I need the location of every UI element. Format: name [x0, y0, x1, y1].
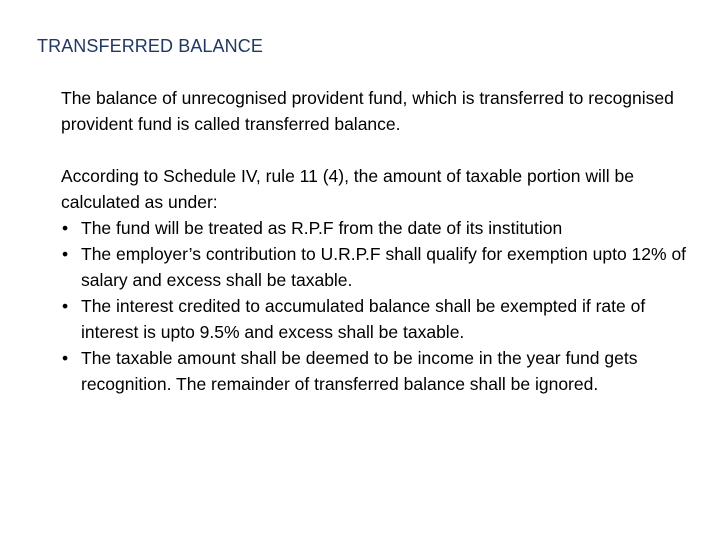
bullet-item	[61, 215, 691, 241]
bullet-list	[61, 215, 691, 397]
bullet-item	[61, 345, 691, 397]
bullet-text: The fund will be treated as R.P.F from the date of its institution	[81, 218, 563, 238]
bullet-icon: •	[62, 348, 69, 368]
bullet-text: The taxable amount shall be deemed to be income in the year fund gets recognition. The remainder of transferred balance shall be ignored.	[81, 348, 638, 394]
bullet-text: The interest credited to accumulated balance shall be exempted if rate of interest is upto 9.5% and excess shall be taxable.	[81, 296, 646, 342]
bullet-item	[61, 241, 691, 293]
paragraph-spacer	[61, 137, 691, 163]
bullet-icon: •	[62, 244, 69, 264]
definition-paragraph: The balance of unrecognised provident fund, which is transferred to recognised provident fund is called transferred balance.	[61, 88, 674, 134]
slide-body	[61, 85, 691, 397]
intro-paragraph: According to Schedule IV, rule 11 (4), the amount of taxable portion will be calculated as under:	[61, 166, 634, 212]
slide-title: TRANSFERRED BALANCE	[37, 36, 263, 56]
bullet-icon: •	[62, 218, 69, 238]
bullet-text: The employer’s contribution to U.R.P.F shall qualify for exemption upto 12% of salary and excess shall be taxable.	[81, 244, 687, 290]
bullet-item	[61, 293, 691, 345]
bullet-icon: •	[62, 296, 69, 316]
